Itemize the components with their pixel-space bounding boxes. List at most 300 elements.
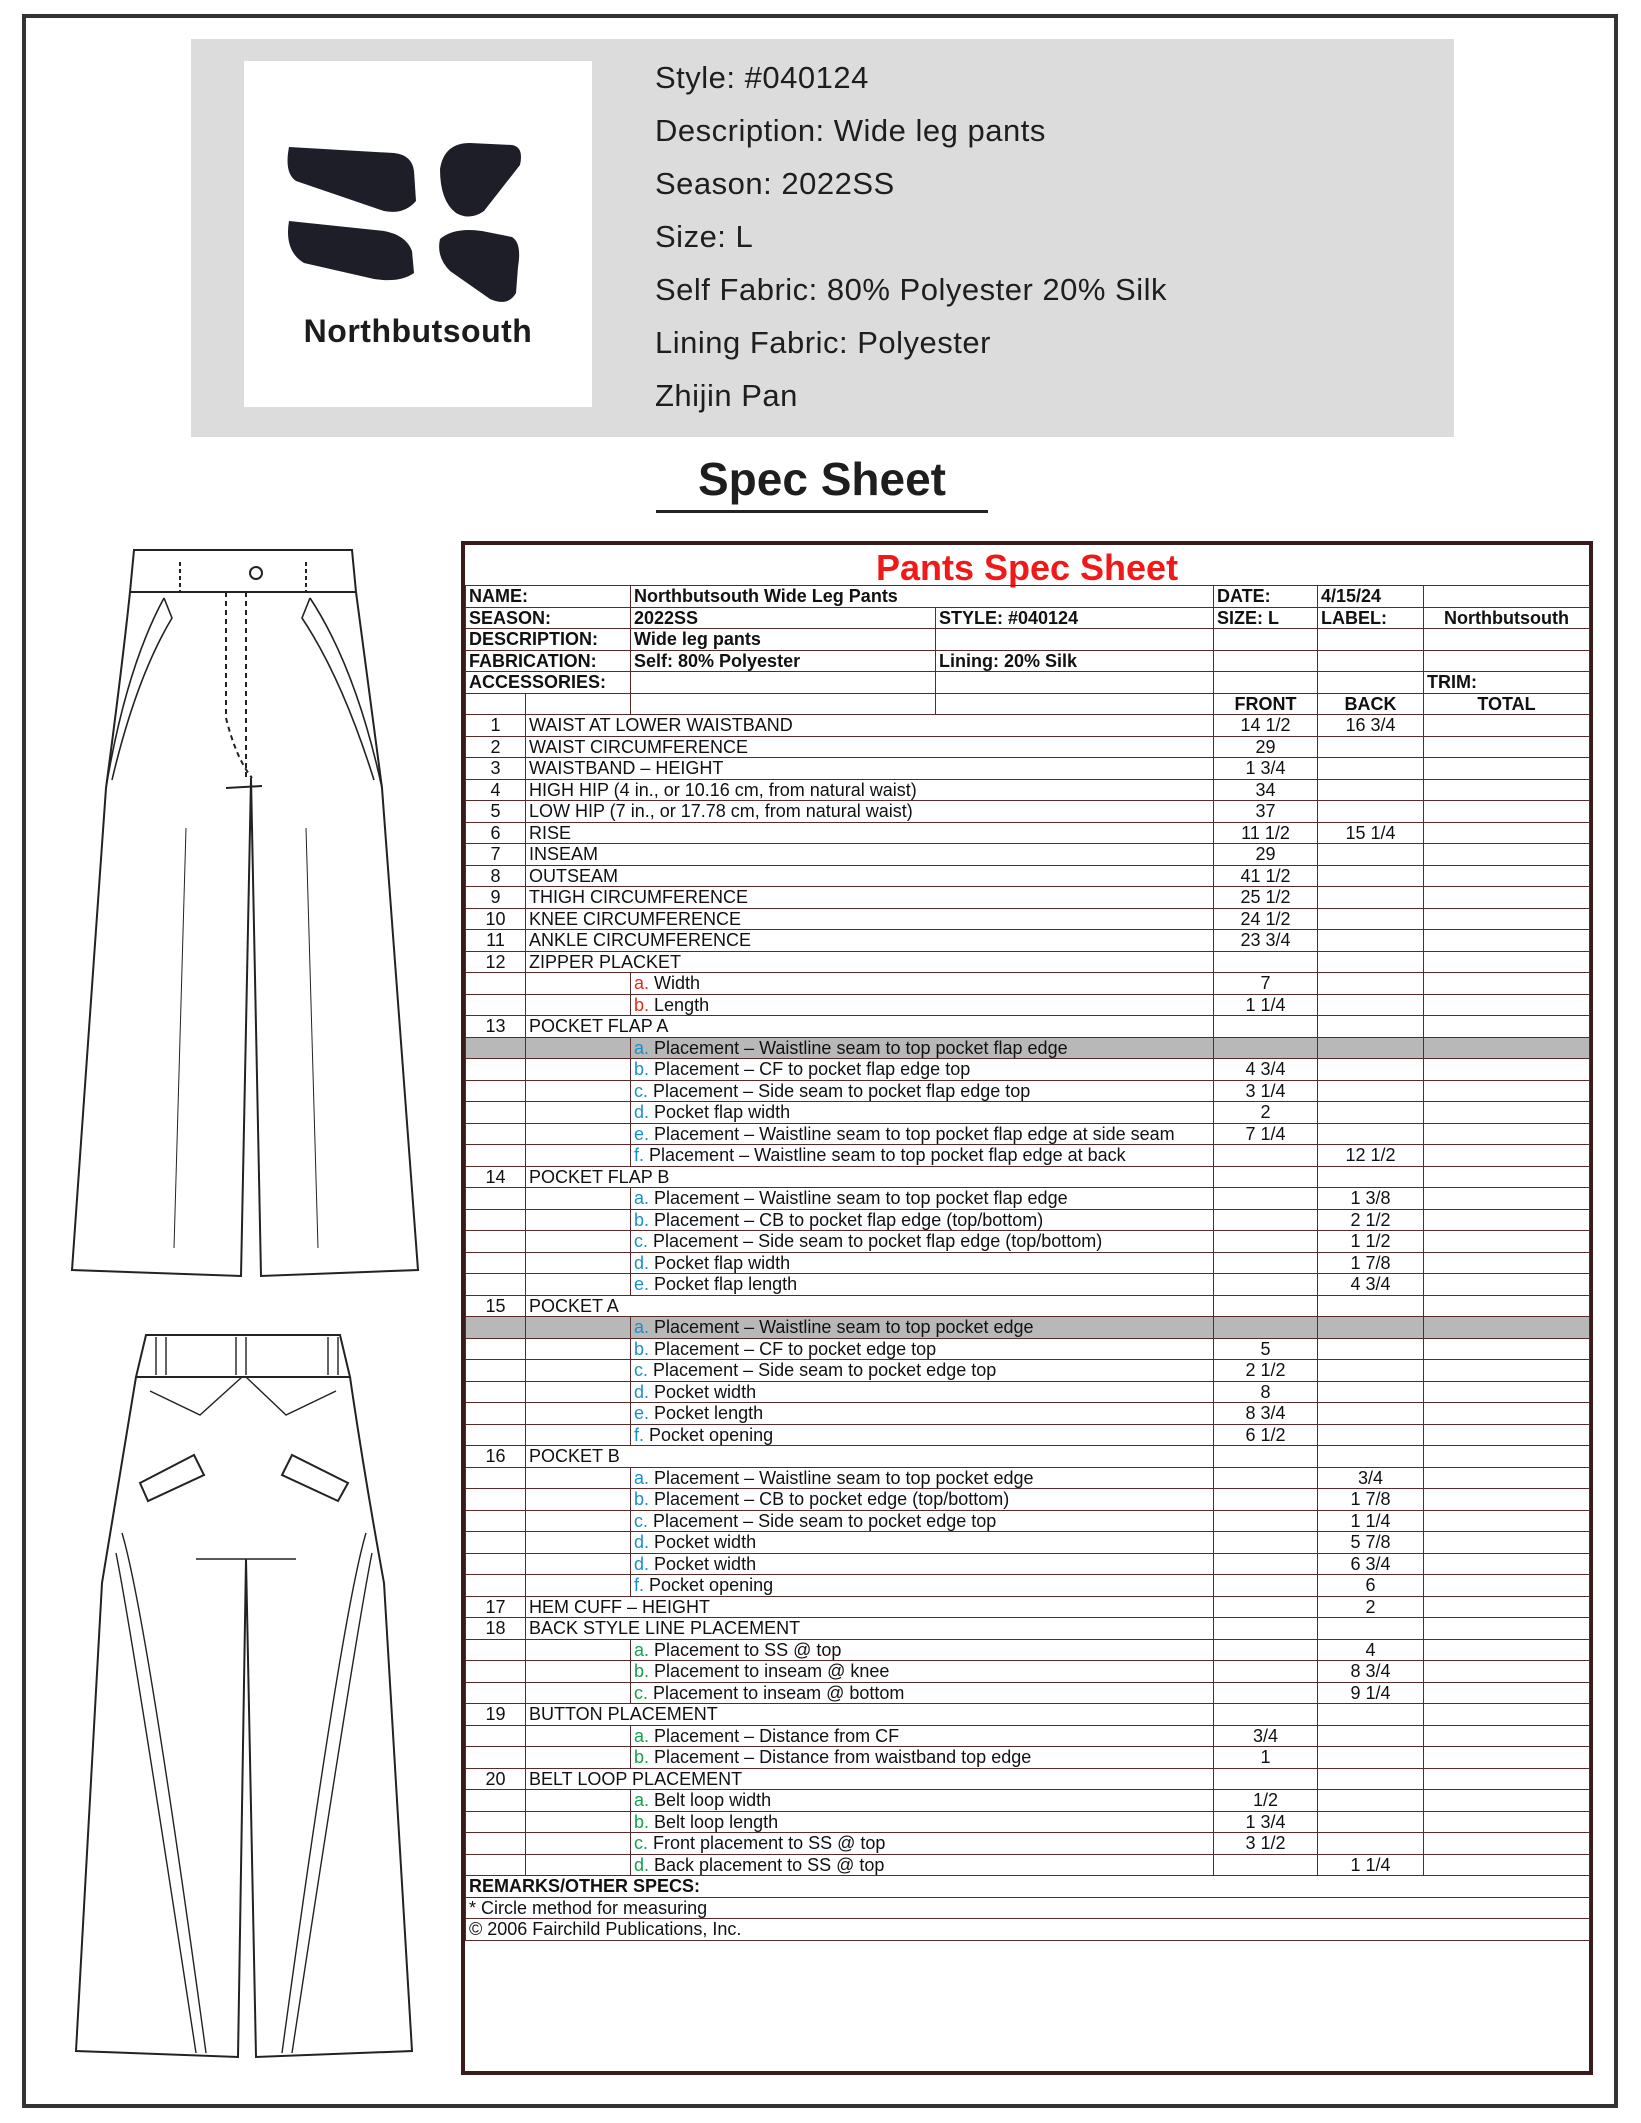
row-sub-letter: a. — [634, 1317, 650, 1338]
front-value: 2 — [1214, 1102, 1318, 1124]
back-value — [1318, 1768, 1424, 1790]
row-description: POCKET B — [526, 1446, 1214, 1468]
table-row — [466, 1317, 1590, 1339]
label-label: LABEL: — [1318, 607, 1424, 629]
front-value: 3/4 — [1214, 1725, 1318, 1747]
total-value — [1424, 1446, 1590, 1468]
table-row — [466, 887, 1590, 909]
row-sub-description — [631, 1037, 1214, 1059]
total-value — [1424, 1080, 1590, 1102]
total-value — [1424, 844, 1590, 866]
front-value: 6 1/2 — [1214, 1424, 1318, 1446]
row-number: 7 — [466, 844, 526, 866]
front-value: 29 — [1214, 844, 1318, 866]
row-number — [466, 1209, 526, 1231]
row-sub-description — [631, 1145, 1214, 1167]
row-sub-text: Placement – Waistline seam to top pocket flap edge — [654, 1188, 1068, 1209]
row-number: 19 — [466, 1704, 526, 1726]
back-value — [1318, 1446, 1424, 1468]
row-spacer — [526, 994, 631, 1016]
row-number — [466, 1747, 526, 1769]
front-value: 2 1/2 — [1214, 1360, 1318, 1382]
fabrication-label: FABRICATION: — [466, 650, 631, 672]
description-value: Wide leg pants — [631, 629, 936, 651]
row-number — [466, 1489, 526, 1511]
row-number — [466, 1252, 526, 1274]
row-number: 12 — [466, 951, 526, 973]
back-value: 1 1/2 — [1318, 1231, 1424, 1253]
total-value — [1424, 1252, 1590, 1274]
row-number — [466, 1080, 526, 1102]
row-spacer — [526, 1059, 631, 1081]
front-value: 8 — [1214, 1381, 1318, 1403]
row-number — [466, 1338, 526, 1360]
front-value: 24 1/2 — [1214, 908, 1318, 930]
row-sub-description — [631, 1231, 1214, 1253]
row-sub-letter: c. — [634, 1360, 649, 1381]
row-spacer — [526, 1123, 631, 1145]
back-value: 2 — [1318, 1596, 1424, 1618]
front-value — [1214, 1467, 1318, 1489]
total-value — [1424, 715, 1590, 737]
row-sub-description — [631, 1381, 1214, 1403]
total-value — [1424, 736, 1590, 758]
front-value: 3 1/4 — [1214, 1080, 1318, 1102]
back-pants-sketch — [66, 1333, 426, 2068]
total-value — [1424, 1532, 1590, 1554]
table-row — [466, 1682, 1590, 1704]
row-spacer — [526, 1682, 631, 1704]
back-value — [1318, 1403, 1424, 1425]
row-sub-letter: b. — [634, 1489, 650, 1510]
row-spacer — [526, 1252, 631, 1274]
row-spacer — [526, 1381, 631, 1403]
table-row — [466, 1618, 1590, 1640]
row-sub-letter: f. — [634, 1145, 645, 1166]
row-spacer — [526, 1080, 631, 1102]
back-value: 1 1/4 — [1318, 1854, 1424, 1876]
row-number: 13 — [466, 1016, 526, 1038]
row-sub-letter: d. — [634, 1381, 650, 1402]
back-value: 4 — [1318, 1639, 1424, 1661]
front-value: 3 1/2 — [1214, 1833, 1318, 1855]
row-number — [466, 1661, 526, 1683]
row-sub-text: Belt loop width — [654, 1790, 772, 1811]
back-value — [1318, 1037, 1424, 1059]
table-row — [466, 1338, 1590, 1360]
front-value: 5 — [1214, 1338, 1318, 1360]
row-sub-description — [631, 994, 1214, 1016]
row-sub-description — [631, 1833, 1214, 1855]
table-row — [466, 1123, 1590, 1145]
pants-spec-title: Pants Spec Sheet — [875, 547, 1179, 588]
table-row — [466, 1489, 1590, 1511]
row-sub-letter: d. — [634, 1532, 650, 1553]
row-number — [466, 1188, 526, 1210]
row-sub-description — [631, 1661, 1214, 1683]
back-value: 5 7/8 — [1318, 1532, 1424, 1554]
front-column-header: FRONT — [1214, 693, 1318, 715]
row-spacer — [526, 1575, 631, 1597]
row-description: WAIST AT LOWER WAISTBAND — [526, 715, 1214, 737]
back-value — [1318, 1811, 1424, 1833]
table-row — [466, 801, 1590, 823]
total-value — [1424, 994, 1590, 1016]
total-value — [1424, 1682, 1590, 1704]
row-sub-text: Placement – Side seam to pocket edge top — [653, 1510, 997, 1531]
table-row — [466, 1209, 1590, 1231]
front-value: 1 1/4 — [1214, 994, 1318, 1016]
front-value: 14 1/2 — [1214, 715, 1318, 737]
total-value — [1424, 1510, 1590, 1532]
style-value: STYLE: #040124 — [936, 607, 1214, 629]
season-value: 2022SS — [631, 607, 936, 629]
row-sub-text: Placement – Side seam to pocket flap edge (top/bottom) — [653, 1231, 1103, 1252]
row-number — [466, 1532, 526, 1554]
front-value — [1214, 1618, 1318, 1640]
row-sub-letter: b. — [634, 1059, 650, 1080]
total-value — [1424, 1231, 1590, 1253]
row-sub-description — [631, 1811, 1214, 1833]
row-number: 3 — [466, 758, 526, 780]
table-row — [466, 1295, 1590, 1317]
front-value: 29 — [1214, 736, 1318, 758]
row-number: 2 — [466, 736, 526, 758]
row-description: POCKET FLAP A — [526, 1016, 1214, 1038]
row-spacer — [526, 1231, 631, 1253]
back-value — [1318, 1338, 1424, 1360]
row-number: 10 — [466, 908, 526, 930]
table-row — [466, 1768, 1590, 1790]
row-number — [466, 994, 526, 1016]
row-sub-letter: a. — [634, 1188, 650, 1209]
row-sub-text: Placement to SS @ top — [654, 1639, 842, 1660]
table-row — [466, 1661, 1590, 1683]
designer-line: Zhijin Pan — [655, 378, 798, 413]
back-value: 3/4 — [1318, 1467, 1424, 1489]
table-row — [466, 1510, 1590, 1532]
back-value: 1 3/8 — [1318, 1188, 1424, 1210]
row-sub-letter: c. — [634, 1510, 649, 1531]
row-sub-description — [631, 1639, 1214, 1661]
total-value — [1424, 801, 1590, 823]
row-sub-text: Placement – Distance from CF — [654, 1725, 900, 1746]
back-value — [1318, 1080, 1424, 1102]
row-spacer — [526, 1747, 631, 1769]
total-value — [1424, 1059, 1590, 1081]
style-line: Style: #040124 — [655, 60, 869, 95]
back-value: 8 3/4 — [1318, 1661, 1424, 1683]
row-sub-letter: c. — [634, 1833, 649, 1854]
total-value — [1424, 1145, 1590, 1167]
row-sub-text: Placement – Waistline seam to top pocket flap edge at side seam — [654, 1123, 1175, 1144]
row-sub-description — [631, 1553, 1214, 1575]
front-value — [1214, 1274, 1318, 1296]
table-row — [466, 1252, 1590, 1274]
row-description: OUTSEAM — [526, 865, 1214, 887]
back-value — [1318, 1360, 1424, 1382]
row-sub-letter: f. — [634, 1424, 645, 1445]
row-sub-letter: a. — [634, 1790, 650, 1811]
front-value — [1214, 1166, 1318, 1188]
total-value — [1424, 1790, 1590, 1812]
back-value — [1318, 1059, 1424, 1081]
front-value — [1214, 1295, 1318, 1317]
total-value — [1424, 1016, 1590, 1038]
row-spacer — [526, 1037, 631, 1059]
row-spacer — [526, 1553, 631, 1575]
table-row — [466, 930, 1590, 952]
self-fabric-value: Self: 80% Polyester — [631, 650, 936, 672]
row-number — [466, 1467, 526, 1489]
accessories-label: ACCESSORIES: — [466, 672, 631, 694]
total-value — [1424, 1123, 1590, 1145]
row-spacer — [526, 1467, 631, 1489]
front-value: 8 3/4 — [1214, 1403, 1318, 1425]
total-value — [1424, 1768, 1590, 1790]
table-row — [466, 951, 1590, 973]
back-value: 1 1/4 — [1318, 1510, 1424, 1532]
table-row — [466, 1188, 1590, 1210]
table-row — [466, 1037, 1590, 1059]
row-sub-letter: b. — [634, 1209, 650, 1230]
row-number — [466, 1790, 526, 1812]
row-sub-letter: a. — [634, 1467, 650, 1488]
front-value — [1214, 1854, 1318, 1876]
row-sub-text: Placement to inseam @ bottom — [653, 1682, 905, 1703]
back-value — [1318, 1102, 1424, 1124]
front-value — [1214, 1016, 1318, 1038]
date-label: DATE: — [1214, 586, 1318, 608]
front-value — [1214, 1252, 1318, 1274]
row-sub-description — [631, 1123, 1214, 1145]
front-value: 23 3/4 — [1214, 930, 1318, 952]
row-spacer — [526, 1790, 631, 1812]
row-sub-text: Placement to inseam @ knee — [654, 1661, 890, 1682]
row-spacer — [526, 1274, 631, 1296]
row-sub-text: Pocket width — [654, 1532, 757, 1553]
row-sub-letter: e. — [634, 1403, 650, 1424]
row-sub-description — [631, 1747, 1214, 1769]
front-value — [1214, 1682, 1318, 1704]
row-number: 1 — [466, 715, 526, 737]
back-value — [1318, 736, 1424, 758]
size-value: SIZE: L — [1214, 607, 1318, 629]
total-value — [1424, 1725, 1590, 1747]
row-sub-letter: c. — [634, 1080, 649, 1101]
row-number: 8 — [466, 865, 526, 887]
total-value — [1424, 973, 1590, 995]
row-number — [466, 1381, 526, 1403]
row-spacer — [526, 1338, 631, 1360]
back-value: 16 3/4 — [1318, 715, 1424, 737]
row-sub-letter: a. — [634, 1725, 650, 1746]
row-number — [466, 1424, 526, 1446]
total-column-header: TOTAL — [1424, 693, 1590, 715]
row-sub-description — [631, 1682, 1214, 1704]
table-row — [466, 1532, 1590, 1554]
total-value — [1424, 1596, 1590, 1618]
front-value — [1214, 1145, 1318, 1167]
row-number: 17 — [466, 1596, 526, 1618]
front-value: 7 1/4 — [1214, 1123, 1318, 1145]
row-sub-letter: f. — [634, 1575, 645, 1596]
back-value: 6 — [1318, 1575, 1424, 1597]
back-value — [1318, 1317, 1424, 1339]
total-value — [1424, 1811, 1590, 1833]
row-spacer — [526, 1510, 631, 1532]
total-value — [1424, 1553, 1590, 1575]
row-sub-text: Pocket flap length — [654, 1274, 798, 1295]
total-value — [1424, 779, 1590, 801]
row-sub-letter: b. — [634, 1338, 650, 1359]
table-row — [466, 1231, 1590, 1253]
table-row — [466, 994, 1590, 1016]
front-value — [1214, 1768, 1318, 1790]
back-value: 6 3/4 — [1318, 1553, 1424, 1575]
total-value — [1424, 1424, 1590, 1446]
total-value — [1424, 1037, 1590, 1059]
row-description: THIGH CIRCUMFERENCE — [526, 887, 1214, 909]
table-row — [466, 1747, 1590, 1769]
table-row — [466, 1575, 1590, 1597]
row-description: ZIPPER PLACKET — [526, 951, 1214, 973]
back-value — [1318, 887, 1424, 909]
row-sub-description — [631, 1102, 1214, 1124]
row-description: HEM CUFF – HEIGHT — [526, 1596, 1214, 1618]
row-number — [466, 1639, 526, 1661]
row-sub-letter: c. — [634, 1682, 649, 1703]
total-value — [1424, 1704, 1590, 1726]
back-value: 12 1/2 — [1318, 1145, 1424, 1167]
row-sub-text: Pocket opening — [649, 1424, 774, 1445]
row-spacer — [526, 1854, 631, 1876]
row-sub-description — [631, 1489, 1214, 1511]
back-column-header: BACK — [1318, 693, 1424, 715]
total-value — [1424, 1274, 1590, 1296]
row-number — [466, 1854, 526, 1876]
back-value — [1318, 1381, 1424, 1403]
row-number: 6 — [466, 822, 526, 844]
table-row — [466, 1790, 1590, 1812]
front-value: 37 — [1214, 801, 1318, 823]
brand-name: Northbutsouth — [303, 313, 533, 349]
row-number: 18 — [466, 1618, 526, 1640]
spec-grid — [465, 585, 1590, 1941]
name-value: Northbutsouth Wide Leg Pants — [631, 586, 1214, 608]
row-sub-letter: a. — [634, 1037, 650, 1058]
row-sub-text: Pocket width — [654, 1553, 757, 1574]
row-number — [466, 1725, 526, 1747]
total-value — [1424, 1575, 1590, 1597]
table-row — [466, 908, 1590, 930]
table-row — [466, 1403, 1590, 1425]
table-row — [466, 1553, 1590, 1575]
row-number — [466, 1102, 526, 1124]
row-sub-letter: a. — [634, 973, 650, 994]
back-value — [1318, 1790, 1424, 1812]
row-description: WAISTBAND – HEIGHT — [526, 758, 1214, 780]
total-value — [1424, 1747, 1590, 1769]
row-spacer — [526, 1102, 631, 1124]
row-number — [466, 1510, 526, 1532]
measuring-note: * Circle method for measuring — [466, 1897, 1590, 1919]
front-value: 1/2 — [1214, 1790, 1318, 1812]
row-description: HIGH HIP (4 in., or 10.16 cm, from natural waist) — [526, 779, 1214, 801]
row-sub-description — [631, 1575, 1214, 1597]
total-value — [1424, 822, 1590, 844]
row-spacer — [526, 1833, 631, 1855]
row-description: BACK STYLE LINE PLACEMENT — [526, 1618, 1214, 1640]
row-spacer — [526, 1317, 631, 1339]
row-sub-letter: b. — [634, 1661, 650, 1682]
total-value — [1424, 1661, 1590, 1683]
row-sub-description — [631, 1424, 1214, 1446]
total-value — [1424, 865, 1590, 887]
total-value — [1424, 908, 1590, 930]
total-value — [1424, 1403, 1590, 1425]
front-value — [1214, 1317, 1318, 1339]
back-value: 1 7/8 — [1318, 1489, 1424, 1511]
size-line: Size: L — [655, 219, 754, 254]
table-row — [466, 1596, 1590, 1618]
table-row — [466, 1833, 1590, 1855]
row-description: POCKET A — [526, 1295, 1214, 1317]
row-spacer — [526, 1661, 631, 1683]
row-number: 15 — [466, 1295, 526, 1317]
front-value: 41 1/2 — [1214, 865, 1318, 887]
back-value — [1318, 844, 1424, 866]
back-value — [1318, 994, 1424, 1016]
front-value — [1214, 1510, 1318, 1532]
row-description: KNEE CIRCUMFERENCE — [526, 908, 1214, 930]
front-value: 11 1/2 — [1214, 822, 1318, 844]
row-number: 20 — [466, 1768, 526, 1790]
remarks-label: REMARKS/OTHER SPECS: — [466, 1876, 1590, 1898]
table-row — [466, 1725, 1590, 1747]
row-spacer — [526, 1639, 631, 1661]
row-description: POCKET FLAP B — [526, 1166, 1214, 1188]
row-sub-text: Placement – Waistline seam to top pocket flap edge at back — [649, 1145, 1126, 1166]
front-value: 1 3/4 — [1214, 758, 1318, 780]
description-label: DESCRIPTION: — [466, 629, 631, 651]
table-row — [466, 1424, 1590, 1446]
row-sub-description — [631, 1209, 1214, 1231]
row-sub-text: Pocket flap width — [654, 1252, 791, 1273]
row-spacer — [526, 1489, 631, 1511]
row-sub-letter: c. — [634, 1231, 649, 1252]
row-sub-description — [631, 1317, 1214, 1339]
row-sub-description — [631, 1403, 1214, 1425]
front-value — [1214, 1532, 1318, 1554]
table-row — [466, 1360, 1590, 1382]
spec-sheet-heading: Spec Sheet — [656, 452, 988, 513]
row-spacer — [526, 1209, 631, 1231]
row-description: WAIST CIRCUMFERENCE — [526, 736, 1214, 758]
row-sub-letter: e. — [634, 1123, 650, 1144]
total-value — [1424, 758, 1590, 780]
front-value — [1214, 1575, 1318, 1597]
row-sub-letter: a. — [634, 1639, 650, 1660]
row-sub-text: Pocket length — [654, 1403, 764, 1424]
total-value — [1424, 1295, 1590, 1317]
front-value — [1214, 1446, 1318, 1468]
row-sub-text: Placement – Side seam to pocket flap edge top — [653, 1080, 1031, 1101]
row-sub-text: Placement – Side seam to pocket edge top — [653, 1360, 997, 1381]
season-line: Season: 2022SS — [655, 166, 895, 201]
row-spacer — [526, 1360, 631, 1382]
row-description: INSEAM — [526, 844, 1214, 866]
